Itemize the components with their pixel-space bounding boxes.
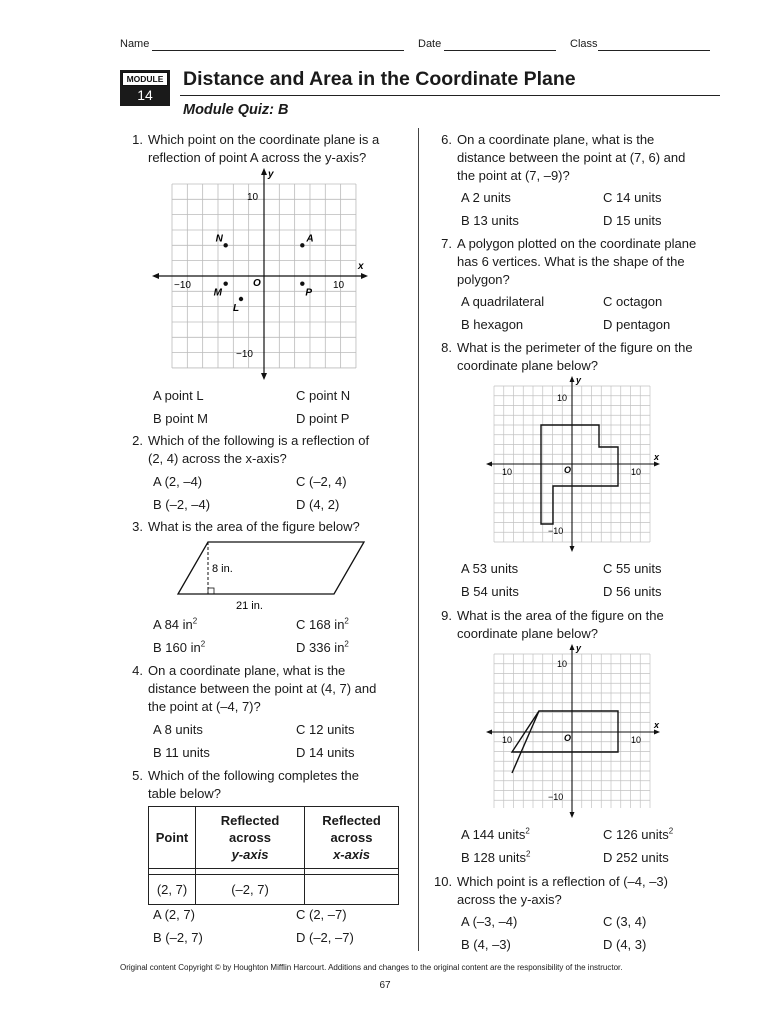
choice-text: A 144 units: [461, 827, 526, 842]
q8-choice-c[interactable]: C 55 units: [603, 561, 662, 576]
date-field: [418, 38, 556, 51]
header-line: across: [330, 830, 373, 845]
q5-choice-a[interactable]: A (2, 7): [153, 907, 195, 922]
table-cell-blank[interactable]: [305, 875, 399, 905]
question-number: 10.: [434, 874, 453, 889]
q6-choice-b[interactable]: B 13 units: [461, 213, 519, 228]
page-number: 67: [379, 980, 391, 991]
q7-choice-c[interactable]: C octagon: [603, 294, 663, 309]
q1-choice-d[interactable]: D point P: [296, 411, 350, 426]
choice-text: C 126 units: [603, 827, 669, 842]
point-l: [239, 297, 243, 301]
question-text: coordinate plane below?: [457, 626, 598, 641]
copyright-footer: Original content Copyright © by Houghton Mifflin Harcourt. Additions and changes to the original content are the responsibility of the instructor.: [120, 963, 623, 972]
choice-text: A 84 in: [153, 617, 193, 632]
y-min-label: −10: [548, 526, 564, 536]
q2-choice-b[interactable]: B (–2, –4): [153, 497, 211, 512]
y-max-label: 10: [247, 192, 259, 203]
x-axis-label: x: [654, 720, 660, 730]
q6-choice-c[interactable]: C 14 units: [603, 190, 662, 205]
q7-choice-a[interactable]: A quadrilateral: [461, 294, 545, 309]
q4-choice-a[interactable]: A 8 units: [153, 722, 203, 737]
q3-choice-c[interactable]: [296, 616, 349, 634]
question-2: [125, 432, 415, 472]
question-text: distance between the point at (7, 6) and: [457, 150, 686, 165]
class-line: [598, 38, 710, 51]
question-text: Which point on the coordinate plane is a: [148, 132, 380, 147]
table-cell: (2, 7): [149, 875, 196, 905]
question-text: What is the area of the figure on the: [457, 608, 664, 623]
y-max-label: 10: [557, 393, 568, 403]
q6-choice-d[interactable]: D 15 units: [603, 213, 662, 228]
page-subtitle: Module Quiz: B: [183, 102, 289, 118]
title-rule: [180, 95, 720, 96]
q2-choice-d[interactable]: D (4, 2): [296, 497, 340, 512]
question-3: [125, 518, 415, 538]
q10-choice-b[interactable]: B (4, –3): [461, 937, 511, 952]
point-label-n: N: [215, 233, 223, 245]
question-number: 8.: [441, 340, 452, 355]
name-field: [120, 38, 404, 51]
exponent: 2: [526, 849, 531, 859]
question-text: On a coordinate plane, what is the: [457, 132, 655, 147]
question-number: 2.: [132, 433, 143, 448]
parallelogram-figure: [170, 538, 370, 612]
table-header-x: [305, 807, 399, 869]
table-header-y: [196, 807, 305, 869]
question-text: Which of the following completes the: [148, 768, 359, 783]
table-header-point: Point: [149, 807, 196, 869]
q8-choice-a[interactable]: A 53 units: [461, 561, 519, 576]
table-cell: (–2, 7): [196, 875, 305, 905]
module-label: MODULE: [122, 72, 168, 86]
header-line: Reflected: [220, 813, 280, 828]
q6-choice-a[interactable]: A 2 units: [461, 190, 511, 205]
question-text: across the y-axis?: [457, 892, 562, 907]
question-9: [434, 607, 724, 647]
question-7: [434, 235, 724, 291]
module-badge: [120, 70, 170, 106]
q4-choice-d[interactable]: D 14 units: [296, 745, 355, 760]
q4-choice-c[interactable]: C 12 units: [296, 722, 355, 737]
q5-choice-d[interactable]: D (–2, –7): [296, 930, 354, 945]
question-text: coordinate plane below?: [457, 358, 598, 373]
question-number: 5.: [132, 768, 143, 783]
point-n: [223, 243, 227, 247]
question-text: polygon?: [457, 272, 510, 287]
question-number: 6.: [441, 132, 452, 147]
q7-choice-d[interactable]: D pentagon: [603, 317, 671, 332]
point-label-m: M: [213, 287, 223, 299]
class-label: Class: [570, 38, 598, 50]
question-number: 7.: [441, 236, 452, 251]
q3-choice-a[interactable]: [153, 616, 197, 634]
choice-text: B 128 units: [461, 850, 527, 865]
question-text: Which point is a reflection of (–4, –3): [457, 874, 668, 889]
q3-choice-b[interactable]: [153, 639, 205, 657]
y-min-label: −10: [236, 349, 253, 360]
question-number: 4.: [132, 663, 143, 678]
y-axis-label: y: [576, 643, 582, 653]
question-5: [125, 767, 415, 807]
exponent: 2: [668, 826, 674, 836]
q9-choice-a[interactable]: [461, 826, 530, 844]
date-label: Date: [418, 38, 442, 50]
module-number: 14: [137, 87, 153, 103]
y-min-label: −10: [548, 792, 564, 802]
x-max-label: 10: [631, 735, 642, 745]
q8-choice-b[interactable]: B 54 units: [461, 584, 519, 599]
table-row: [149, 875, 399, 905]
question-text: distance between the point at (4, 7) and: [148, 681, 377, 696]
q4-choice-b[interactable]: B 11 units: [153, 745, 210, 760]
header-line: y-axis: [231, 847, 269, 862]
height-label: 8 in.: [212, 563, 233, 575]
name-label: Name: [120, 38, 150, 50]
exponent: 2: [192, 616, 198, 626]
origin-label: O: [564, 733, 572, 743]
q3-choice-d[interactable]: [296, 639, 349, 657]
question-4: [125, 662, 415, 718]
x-axis-label: x: [358, 261, 364, 272]
point-p: [300, 281, 304, 285]
question-text: What is the area of the figure below?: [148, 519, 360, 534]
x-axis-label: x: [654, 452, 660, 462]
question-text: (2, 4) across the x-axis?: [148, 451, 287, 466]
question-text: table below?: [148, 786, 221, 801]
x-min-label: 10: [502, 735, 513, 745]
choice-text: B 160 in: [153, 640, 201, 655]
question-number: 1.: [132, 132, 143, 147]
question-text: the point at (–4, 7)?: [148, 699, 261, 714]
question-10: [434, 873, 724, 913]
exponent: 2: [344, 616, 349, 626]
base-label: 21 in.: [236, 600, 263, 612]
q7-choice-b[interactable]: B hexagon: [461, 317, 524, 332]
date-line: [444, 38, 556, 51]
x-min-label: −10: [174, 280, 191, 291]
q5-choice-c[interactable]: C (2, –7): [296, 907, 347, 922]
q2-choice-a[interactable]: A (2, –4): [153, 474, 203, 489]
point-label-l: L: [233, 302, 240, 314]
choice-text: D 336 in: [296, 640, 345, 655]
origin-label: O: [564, 465, 572, 475]
x-min-label: 10: [502, 467, 513, 477]
header-line: Reflected: [322, 813, 381, 828]
q10-choice-d[interactable]: D (4, 3): [603, 937, 647, 952]
page-title: Distance and Area in the Coordinate Plane: [183, 68, 576, 90]
q8-coordinate-graph: [484, 374, 664, 554]
question-6: [434, 131, 724, 187]
q8-choice-d[interactable]: D 56 units: [603, 584, 662, 599]
y-axis-label: y: [576, 375, 582, 385]
question-1: [125, 131, 415, 171]
header-line: across: [229, 830, 271, 845]
y-axis-label: y: [268, 169, 274, 180]
q1-choice-c[interactable]: C point N: [296, 388, 351, 403]
exponent: 2: [200, 639, 206, 649]
column-divider: [418, 128, 419, 951]
q5-choice-b[interactable]: B (–2, 7): [153, 930, 203, 945]
x-max-label: 10: [631, 467, 642, 477]
point-a: [300, 243, 304, 247]
q1-coordinate-graph: [150, 166, 372, 382]
question-text: reflection of point A across the y-axis?: [148, 150, 367, 165]
q10-choice-a[interactable]: A (–3, –4): [461, 914, 518, 929]
q1-choice-b[interactable]: B point M: [153, 411, 208, 426]
question-text: Which of the following is a reflection of: [148, 433, 370, 448]
table-header-row: [149, 807, 399, 869]
q2-choice-c[interactable]: C (–2, 4): [296, 474, 347, 489]
point-label-a: A: [306, 233, 314, 245]
question-number: 3.: [132, 519, 143, 534]
choice-text: C 168 in: [296, 617, 345, 632]
q1-choice-a[interactable]: A point L: [153, 388, 204, 403]
q9-choice-d[interactable]: D 252 units: [603, 850, 669, 865]
x-max-label: 10: [333, 280, 345, 291]
question-text: has 6 vertices. What is the shape of the: [457, 254, 685, 269]
q9-coordinate-graph: [484, 642, 664, 820]
reflection-table: [148, 806, 399, 905]
question-text: What is the perimeter of the figure on the: [457, 340, 693, 355]
class-field: [570, 38, 710, 51]
q9-choice-b[interactable]: [461, 849, 531, 867]
question-number: 9.: [441, 608, 452, 623]
exponent: 2: [344, 639, 349, 649]
q10-choice-c[interactable]: C (3, 4): [603, 914, 647, 929]
question-text: A polygon plotted on the coordinate plane: [457, 236, 697, 251]
origin-label: O: [253, 278, 261, 289]
point-label-p: P: [305, 287, 312, 299]
exponent: 2: [525, 826, 530, 836]
point-m: [223, 281, 227, 285]
header-line: x-axis: [333, 847, 370, 862]
name-line: [152, 38, 404, 51]
question-text: On a coordinate plane, what is the: [148, 663, 346, 678]
q9-choice-c[interactable]: [603, 826, 673, 844]
question-8: [434, 339, 724, 379]
y-max-label: 10: [557, 659, 568, 669]
question-text: the point at (7, –9)?: [457, 168, 570, 183]
